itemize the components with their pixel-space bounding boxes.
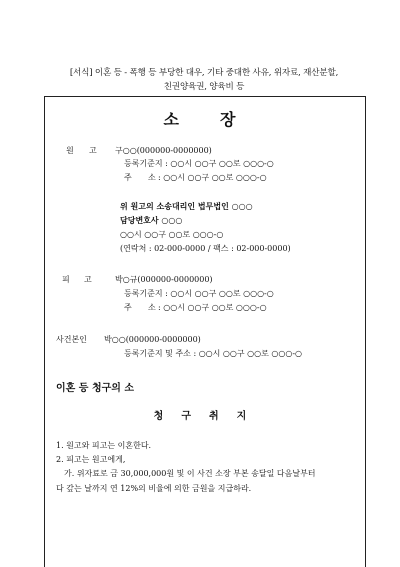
claim-title-char-2: 구 xyxy=(181,411,191,422)
claim-item-2a-line-2: 다 갚는 날까지 연 12%의 비율에 의한 금원을 지급하라. xyxy=(56,484,252,493)
defendant-address-label-b: 소 xyxy=(148,303,156,312)
form-header xyxy=(44,66,364,94)
header-line-2: 친권양육권, 양육비 등 xyxy=(163,82,245,92)
claim-title-char-3: 취 xyxy=(209,411,219,422)
counsel-line-2: 담당변호사 ○○○ xyxy=(120,215,183,225)
defendant-name: 박○규(000000-0000000) xyxy=(115,275,213,284)
header-line-1: [서식] 이혼 등 - 폭행 등 부당한 대우, 기타 중대한 사유, 위자료, 재산분할, xyxy=(69,68,339,78)
case-name: 이혼 등 청구의 소 xyxy=(56,383,135,394)
principal-name: 박○○(000000-0000000) xyxy=(104,335,201,344)
plaintiff-address: : ○○시 ○○구 ○○로 ○○○-○ xyxy=(158,173,267,182)
principal-label: 사건본인 xyxy=(56,335,87,344)
defendant-registry: 등록기준지 : ○○시 ○○구 ○○로 ○○○-○ xyxy=(124,289,274,298)
plaintiff-registry: 등록기준지 : ○○시 ○○구 ○○로 ○○○-○ xyxy=(124,159,274,168)
claim-title-char-4: 지 xyxy=(236,411,247,422)
defendant-address-label-a: 주 xyxy=(124,303,132,312)
claim-item-2: 2. 피고는 원고에게, xyxy=(56,455,126,464)
plaintiff-name: 구○○(000000-0000000) xyxy=(115,146,212,155)
claim-item-2a-line-1: 가. 위자료로 금 30,000,000원 및 이 사건 소장 부본 송달일 다음날부터 xyxy=(64,469,316,478)
counsel-line-3: ○○시 ○○구 ○○로 ○○○-○ xyxy=(120,230,224,239)
plaintiff-label-a: 원 xyxy=(66,146,74,155)
claim-title-char-1: 청 xyxy=(153,411,164,422)
document-title xyxy=(0,107,400,130)
counsel-line-4: (연락처 : 02-000-0000 / 팩스 : 02-000-0000) xyxy=(120,244,291,253)
defendant-label-b: 고 xyxy=(84,275,92,284)
claim-title xyxy=(0,407,400,422)
plaintiff-address-label-b: 소 xyxy=(148,173,156,182)
plaintiff-address-label-a: 주 xyxy=(124,173,132,182)
claim-item-1: 1. 원고와 피고는 이혼한다. xyxy=(56,441,152,450)
counsel-line-1: 위 원고의 소송대리인 법무법인 ○○○ xyxy=(120,201,253,211)
title-char-1: 소 xyxy=(163,110,180,129)
defendant-address: : ○○시 ○○구 ○○로 ○○○-○ xyxy=(158,303,267,312)
defendant-label-a: 피 xyxy=(62,275,70,284)
title-char-2: 장 xyxy=(220,110,237,129)
principal-registry: 등록기준지 및 주소 : ○○시 ○○구 ○○로 ○○○-○ xyxy=(124,349,303,358)
plaintiff-label-b: 고 xyxy=(89,146,97,155)
